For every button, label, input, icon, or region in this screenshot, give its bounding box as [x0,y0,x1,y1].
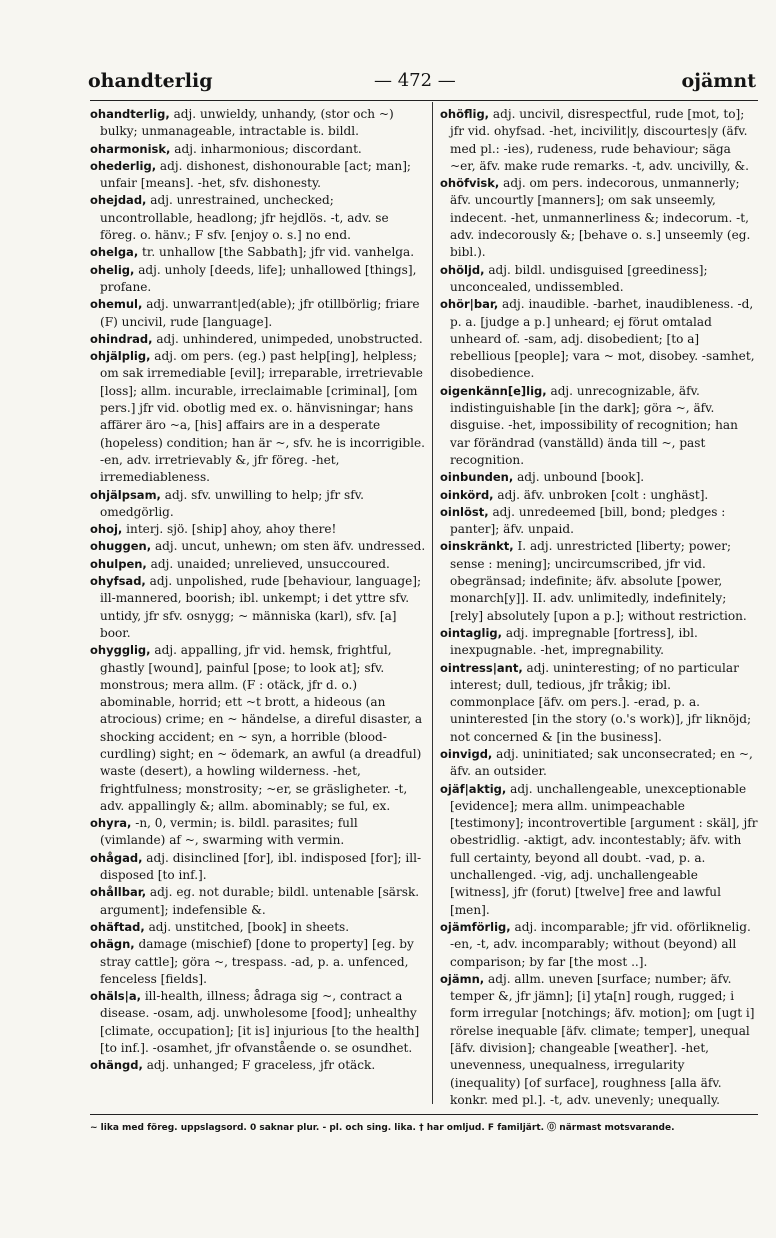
entry-headword: ohäftad, [90,919,145,934]
dictionary-entry [90,158,426,193]
entry-headword: ojämn, [440,971,485,986]
entry-definition: adj. unwieldy, unhandy, (stor och ~) bulky; unmanageable, intractable is. bildl. [100,107,394,139]
entry-definition: adj. uncivil, disrespectful, rude [mot, to]; jfr vid. ohyfsad. -het, incivilit|y, discourtes|y (äfv. med pl.: -ies), rudeness, rude behaviour; säga ~er, äfv. make rude remarks. -t, adv. uncivilly, &. [450,107,749,173]
entry-definition: adj. inaudible. -barhet, inaudibleness. -d, p. a. [judge a p.] unheard; ej förut omtalad unheard of. -sam, adj. disobedient; [to a] rebellious [people]; vara ~ mot, disobey. -samhet, disobedience. [450,297,755,381]
entry-headword: ohöfvisk, [440,176,500,191]
entry-definition: damage (mischief) [done to property] [eg. by stray cattle]; göra ~, trespass. -ad, p. a. unfenced, fenceless [fields]. [100,937,414,986]
entry-headword: ohjälplig, [90,349,151,364]
entry-definition: interj. sjö. [ship] ahoy, ahoy there! [122,522,337,537]
entry-definition: adj. unwarrant|ed(able); jfr otillbörlig; friare (F) uncivil, rude [language]. [100,297,420,329]
footer-legend: ~ lika med föreg. uppslagsord. 0 saknar plur. - pl. och sing. lika. † har omljud. F familjärt. ⓪ närmast motsvarande. [90,1123,675,1133]
entry-definition: -n, 0, vermin; is. bildl. parasites; full (vimlande) af ~, swarming with vermin. [100,816,358,848]
dictionary-entry [90,521,426,538]
entry-definition: adj. unrestrained, unchecked; uncontrollable, headlong; jfr hejdlös. -t, adv. se föreg. o. hänv.; F sfv. [enjoy o. s.] no end. [100,193,389,243]
dictionary-entry [90,988,426,1057]
entry-definition: adj. impregnable [fortress], ibl. inexpugnable. -het, impregnability. [450,625,698,658]
entry-headword: ohyfsad, [90,574,146,589]
entry-definition: tr. unhallow [the Sabbath]; jfr vid. vanhelga. [138,245,415,260]
entry-definition: I. adj. unrestricted [liberty; power; sense : mening]; uncircumscribed, jfr vid. obegränsad; indefinite; äfv. absolute [power, monarch[y]]. II. adv. unlimitedly, indefinitely; [rely] absolutely [upon a p.]; without restriction. [450,539,747,623]
dictionary-entry [90,936,426,988]
entry-definition: adj. incomparable; jfr vid. oförliknelig. -en, -t, adv. incomparably; without (beyond) all comparison; by far [the most ..]. [450,919,751,969]
dictionary-entry [90,642,426,815]
entry-definition: adj. unhindered, unimpeded, unobstructed. [152,331,423,346]
entry-definition: ill-health, illness; ådraga sig ~, contract a disease. -osam, adj. unwholesome [food]; unhealthy [climate, occupation]; [it is] injurious [to the health] [to inf.]. -osamhet, jfr ofvanstående o. se osundhet. [100,989,420,1056]
entry-definition: adj. disinclined [for], ibl. indisposed [for]; ill-disposed [to inf.]. [100,850,422,883]
entry-definition: adj. unpolished, rude [behaviour, language]; ill-mannered, boorish; ibl. unkempt; i det yttre sfv. untidy, jfr sfv. osnygg; ~ människa (karl), sfv. [a] boor. [100,574,422,640]
dictionary-entry [440,487,758,504]
dictionary-entry [90,850,426,885]
entry-headword: ohäls|a, [90,989,141,1004]
entry-headword: ohågad, [90,850,143,865]
dictionary-entry [90,1057,426,1074]
entry-headword: oinlöst, [440,504,489,519]
entry-definition: adj. uninteresting; of no particular interest; dull, tedious, jfr tråkig; ibl. commonplace [äfv. om pers.]. -erad, p. a. uninterested [in the story (o.'s work)], jfr liknöjd; not concerned & [in the business]. [450,660,752,744]
dictionary-entry [440,175,758,261]
left-column [90,106,426,1075]
entry-definition: adj. om pers. indecorous, unmannerly; äfv. uncourtly [manners]; om sak unseemly, indecent. -het, unmannerliness &; indecorum. -t, adv. indecorously &; [behave o. s.] unseemly (eg. bibl.). [450,176,751,260]
dictionary-entry [440,625,758,660]
entry-headword: ohållbar, [90,885,147,900]
header-right-word: ojämnt [681,70,756,92]
dictionary-entry [90,538,426,555]
footer-rule [90,1114,758,1115]
entry-headword: oinskränkt, [440,539,514,554]
entry-headword: ohuggen, [90,539,152,554]
dictionary-entry [440,262,758,297]
entry-headword: oigenkänn[e]lig, [440,383,547,398]
entry-headword: ohulpen, [90,556,147,571]
entry-definition: adj. allm. uneven [surface; number; äfv. temper &, jfr jämn]; [i] yta[n] rough, rugged; i form irregular [notchings; äfv. motion]; om [ugt i] rörelse inequable [äfv. climate; temper], unequal [äfv. division]; changeable [weather]. -het, unevenness, unequalness, irregularity (inequality) [of surface], roughness [alla äfv. konkr. med pl.]. -t, adv. unevenly; unequally. [450,971,755,1107]
dictionary-entry [90,919,426,936]
entry-definition: adj. inharmonious; discordant. [170,141,362,156]
dictionary-entry [440,919,758,971]
dictionary-entry [90,262,426,297]
dictionary-entry [440,781,758,919]
entry-headword: ohandterlig, [90,107,170,121]
dictionary-entry [440,971,758,1109]
entry-headword: ohjälpsam, [90,487,161,502]
entry-headword: ohoj, [90,522,123,537]
entry-headword: ohängd, [90,1058,143,1073]
entry-definition: adj. appalling, jfr vid. hemsk, frightful, ghastly [wound], painful [pose; to look at]; sfv. monstrous; mera allm. (F : otäck, jfr d. o.) abominable, horrid; ett ~t brott, a hideous (an atrocious) crime; en ~ händelse, a direful disaster, a shocking accident; en ~ syn, a horrible (blood-curdling) sight; en ~ ödemark, an awful (a dreadful) waste (desert), a howling wilderness. -het, frightfulness; monstrosity; ~er, se gräsligheter. -t, adv. appallingly &; allm. abominably; se ful, ex. [100,643,423,813]
entry-headword: oharmonisk, [90,141,171,156]
dictionary-entry [90,192,426,244]
dictionary-entry [90,348,426,486]
entry-definition: adj. eg. not durable; bildl. untenable [särsk. argument]; indefensible &. [100,885,420,917]
entry-headword: ohederlig, [90,158,157,173]
entry-definition: adj. dishonest, dishonourable [act; man]; unfair [means]. -het, sfv. dishonesty. [100,158,411,191]
entry-headword: ohemul, [90,297,143,312]
dictionary-entry [90,884,426,919]
entry-headword: oinkörd, [440,487,494,502]
entry-definition: adj. sfv. unwilling to help; jfr sfv. omedgörlig. [100,487,364,519]
dictionary-entry [90,556,426,573]
entry-definition: adj. bildl. undisguised [greediness]; unconcealed, undissembled. [450,262,708,294]
entry-definition: adj. uncut, unhewn; om sten äfv. undressed. [151,539,426,554]
entry-headword: ohägn, [90,937,135,952]
header-rule [90,100,758,101]
entry-headword: ohelga, [90,245,139,260]
entry-headword: ointress|ant, [440,660,523,675]
entry-definition: adj. unredeemed [bill, bond; pledges : panter]; äfv. unpaid. [450,504,726,537]
dictionary-entry [90,573,426,642]
page-header [86,66,758,94]
entry-definition: adj. unstitched, [book] in sheets. [144,919,350,934]
entry-headword: ohindrad, [90,331,153,346]
dictionary-entry [90,244,426,261]
dictionary-entry [440,660,758,746]
entry-definition: adj. unhanged; F graceless, jfr otäck. [142,1058,376,1073]
dictionary-entry [90,815,426,850]
entry-headword: ohygglig, [90,643,151,658]
page-number: — 472 — [374,70,456,91]
entry-headword: ojämförlig, [440,919,511,934]
entry-headword: ohöljd, [440,262,485,277]
dictionary-entry [90,296,426,331]
entry-definition: adj. om pers. (eg.) past help[ing], helpless; om sak irremediable [evil]; irreparable, irretrievable [loss]; allm. incurable, irreclaimable [criminal], [om pers.] jfr vid. obotlig med ex. o. hänvisningar; hans affärer äro ~a, [his] affairs are in a desperate (hopeless) condition; han är ~, sfv. he is incorrigible. -en, adv. irretrievably &, jfr föreg. -het, irremediableness. [100,349,425,485]
entry-headword: ohyra, [90,816,132,831]
entry-definition: adj. unbound [book]. [513,470,645,485]
dictionary-entry [90,331,426,348]
right-column [440,106,758,1109]
entry-headword: ointaglig, [440,625,503,640]
column-divider [432,102,433,1104]
dictionary-entry [440,383,758,469]
dictionary-entry [440,746,758,781]
entry-definition: adj. unrecognizable, äfv. indistinguishable [in the dark]; göra ~, äfv. disguise. -het, impossibility of recognition; han var förändrad (vanställd) ända till ~, past recognition. [450,383,738,467]
entry-headword: ohejdad, [90,193,147,208]
dictionary-entry [90,487,426,522]
entry-headword: ohör|bar, [440,297,499,312]
dictionary-entry [90,106,426,141]
entry-headword: ohöflig, [440,107,490,121]
dictionary-entry [440,504,758,539]
entry-headword: oinbunden, [440,470,514,485]
header-left-word: ohandterlig [88,70,213,92]
entry-definition: adj. unchallengeable, unexceptionable [evidence]; mera allm. unimpeachable [testimony]; incontrovertible [argument : skäl], jfr obestridlig. -aktigt, adv. incontestably; äfv. with full certainty, beyond all doubt. -vad, p. a. unchallenged. -vig, adj. unchallengeable [witness], jfr (forut) [twelve] free and lawful [men]. [450,781,758,917]
entry-headword: ojäf|aktig, [440,781,507,796]
entry-definition: adj. unaided; unrelieved, unsuccoured. [146,556,390,571]
dictionary-entry [90,141,426,158]
entry-headword: oinvigd, [440,746,493,761]
entry-definition: adj. äfv. unbroken [colt : unghäst]. [493,487,709,502]
entry-definition: adj. unholy [deeds, life]; unhallowed [things], profane. [100,262,417,294]
dictionary-entry [440,106,758,175]
entry-headword: ohelig, [90,262,135,277]
dictionary-entry [440,538,758,624]
dictionary-entry [440,296,758,382]
entry-definition: adj. uninitiated; sak unconsecrated; en ~, äfv. an outsider. [450,746,753,779]
dictionary-entry [440,469,758,486]
